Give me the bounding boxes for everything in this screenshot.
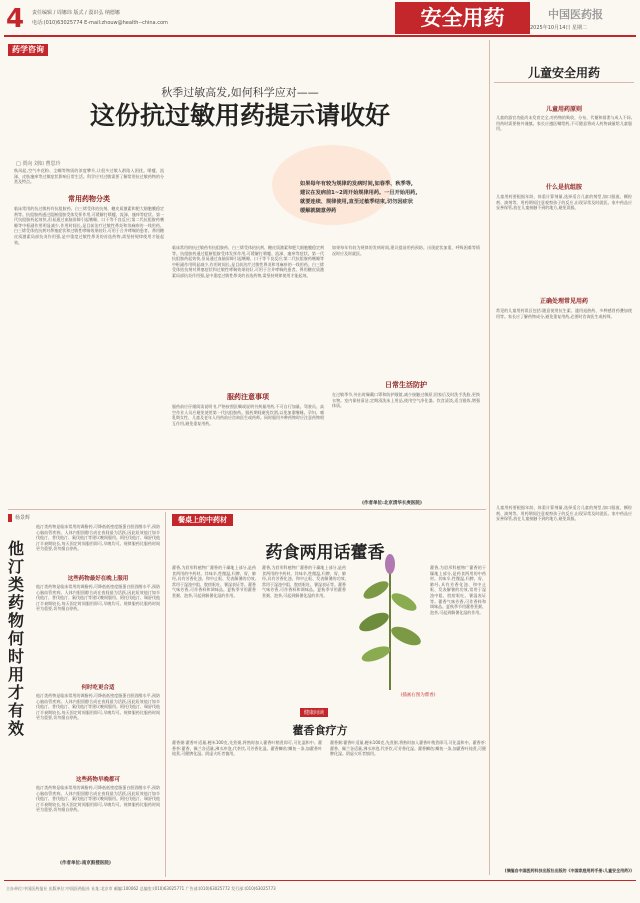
- recipe-title: 藿香食疗方: [292, 724, 348, 737]
- issue-date: 2025年10月14日 星期二: [530, 25, 588, 31]
- advance-dosing-text: 如果每年有较为规律的发病时间,建议提前用药预防。出现症状加重、呼吸困难等情况时应及时就医。: [332, 245, 480, 256]
- right-sub3: 正确处理常见用药: [539, 298, 588, 305]
- footer-info: 主办单位:中国医药报社 出版单位:中国医药报社 社址:北京市 邮编:100062 总编室:(010)63025771 广告部:(010)63025772 发行部:(010)63025773: [6, 886, 276, 891]
- right-column-title: 儿童安全用药: [527, 66, 600, 80]
- recipe-label: 健康间读: [300, 708, 328, 717]
- byline: □ 贾向 刘如 曹思玲: [16, 161, 61, 167]
- right-sub2: 什么是抗组胺: [545, 184, 582, 191]
- section-title: 安全用药: [420, 6, 505, 30]
- section-divider: [8, 509, 486, 510]
- statin-intro: 他汀类药物是临床常用的调脂药,可降低低密度脂蛋白胆固醇水平,预防心脑血管疾病。人体内胆固醇合成在夜间最为活跃,因此短效他汀如辛伐他汀、普伐他汀、氟伐他汀等建议晚间服用。阿托伐他汀、瑞舒伐他汀半衰期较长,每天固定时间服用即可,早晚均可。规律服药比服药时间更为重要,切勿擅自停药。: [36, 524, 160, 552]
- right-author: (摘编自中国医药科技出版社出版的《中国家庭用药手册:儿童安全用药》): [504, 868, 632, 873]
- right-text-2: 儿童用药要根据年龄、体重计算剂量,选择适合儿童的剂型,如口服液、颗粒剂、滴剂等。用药期间注意观察孩子的反应,出现异常及时就医。家中药品应妥善保管,放在儿童接触不到的地方,避免误服。: [496, 194, 632, 211]
- main-title: 这份抗过敏用药提示请收好: [89, 101, 390, 130]
- statin-sub1: 这些药物最好在晚上服用: [67, 576, 129, 582]
- statin-author: (作者单位:南京鼓楼医院): [60, 861, 111, 866]
- recipe-text-1: 藿香粥:藿香叶适量,粳米100克,先煮粥,将熟时加入藿香叶稍煮即可,可化湿和中。藿香茶:藿香、佩兰各适量,沸水冲泡,代茶饮,可芳香化湿。藿香鲫鱼:鲫鱼一条,加藿香叶炖煮,可健脾化湿。阴虚火旺者慎用。: [172, 740, 322, 757]
- right-divider: [489, 40, 490, 875]
- phone-line: 电话:(010)63025774 E-mail:zhouw@health--china.com: [32, 20, 168, 26]
- vertical-divider: [165, 512, 166, 877]
- right-sub1: 儿童用药原则: [545, 106, 582, 113]
- statin-text-3: 他汀类药物是临床常用的调脂药,可降低低密度脂蛋白胆固醇水平,预防心脑血管疾病。人体内胆固醇合成在夜间最为活跃,因此短效他汀如辛伐他汀、普伐他汀、氟伐他汀等建议晚间服用。阿托伐他汀、瑞舒伐他汀半衰期较长,每天固定时间服用即可,早晚均可。规律服药比服药时间更为重要,切勿擅自停药。: [36, 785, 160, 813]
- statin-sub2: 何时吃更合适: [81, 685, 115, 691]
- right-text-3: 常见的儿童用药误区包括:随意使用抗生素、滥用退热药、多种感冒药叠加使用等。家长应了解药物成分,避免重复用药,必要时咨询医生或药师。: [496, 308, 632, 319]
- statin-author-tag: 杨景辉: [15, 515, 31, 521]
- sub-common-drugs: 常用药物分类: [68, 195, 110, 203]
- herb-text-2: 藿香,为唇形科植物广藿香的干燥地上部分,是药食两用的中药材。其味辛,性微温,归脾、胃、肺经,具有芳香化浊、和中止呕、发表解暑的功效,常用于湿浊中阻、脘痞呕吐、暑湿表证等。藿香气味芳香,可作香料和调味品。夏秋季节用藿香煮粥、泡茶,可起到解暑化湿的作用。: [262, 565, 346, 598]
- footer-rule: [4, 880, 636, 881]
- main-kicker: 秋季过敏高发,如何科学应对——: [161, 86, 319, 99]
- page-number: 4: [6, 4, 25, 34]
- pull-quote: 如果每年有较为规律的发病时间,如春季、秋季等,建议在发病前1~2周开始规律用药。一旦开始用药,就要连续、规律使用,直至过敏季结束,切勿因症状缓解就随意停药: [300, 181, 418, 214]
- intro-text: 秋风起,空气中花粉、尘螨等物质的浓度攀升,让很多过敏人群陷入困扰。喷嚏、流涕、皮肤瘙痒等过敏症状影响日常生活。科学应对过敏需要了解常用抗过敏药物的分类及特点。: [14, 168, 164, 185]
- right-title-rule: [494, 82, 634, 83]
- herb-text-3: 藿香,为唇形科植物广藿香的干燥地上部分,是药食两用的中药材。其味辛,性微温,归脾、胃、肺经,具有芳香化浊、和中止呕、发表解暑的功效,常用于湿浊中阻、脘痞呕吐、暑湿表证等。藿香气味芳香,可作香料和调味品。夏秋季节用藿香煮粥、泡茶,可起到解暑化湿的作用。: [430, 565, 486, 615]
- herb-text-1: 藿香,为唇形科植物广藿香的干燥地上部分,是药食两用的中药材。其味辛,性微温,归脾、胃、肺经,具有芳香化浊、和中止呕、发表解暑的功效,常用于湿浊中阻、脘痞呕吐、暑湿表证等。藿香气味芳香,可作香料和调味品。夏秋季节用藿香煮粥、泡茶,可起到解暑化湿的作用。: [172, 565, 256, 598]
- right-text-1: 儿童的器官功能尚未发育完全,对药物的吸收、分布、代谢和排泄与成人不同,用药时需要格外谨慎。家长应遵医嘱给药,不可随意将成人药物减量给儿童服用。: [496, 115, 632, 132]
- drug-classes-text: 临床常用的抗过敏药有抗组胺药、白三烯受体拮抗剂、糖皮质激素和肥大细胞膜稳定剂等。抗组胺药通过阻断组胺受体发挥作用,可缓解打喷嚏、流涕、瘙痒等症状。第一代抗组胺药起效快,但易通过血脑屏障引起嗜睡、口干等不良反应;第二代抗组胺药嗜睡等中枢副作用明显减少,作用时间长,是目前治疗过敏性鼻炎和荨麻疹的一线用药。白三烯受体拮抗剂对鼻塞症状和过敏性哮喘效果较好,可用于合并哮喘的患者。鼻用糖皮质激素局部抗炎作用强,是中重度过敏性鼻炎的首选药物,需坚持规律使用才能起效。: [14, 206, 164, 245]
- editors-line: 责任编辑 / 周娜玮 版式 / 漠识弘 纳德娜: [32, 10, 120, 16]
- right-text-4: 儿童用药要根据年龄、体重计算剂量,选择适合儿童的剂型,如口服液、颗粒剂、滴剂等。用药期间注意观察孩子的反应,出现异常及时就医。家中药品应妥善保管,放在儿童接触不到的地方,避免误服。: [496, 505, 632, 522]
- statin-sub3: 这些药物早晚都可: [75, 777, 120, 783]
- precautions-text: 服药前应仔细阅读说明书,严格按照医嘱或说明书剂量用药,不可自行加量。驾驶员、高空作业人员应避免使用第一代抗组胺药。服药期间避免饮酒,以免加重嗜睡。孕妇、哺乳期女性、儿童及老年人用药前应咨询医生或药师。同时服用多种药物时应注意药物相互作用,避免重复用药。: [172, 404, 324, 426]
- herb-section-label: 餐桌上的中药材: [172, 514, 233, 526]
- recipe-text-2: 藿香粥:藿香叶适量,粳米100克,先煮粥,将熟时加入藿香叶稍煮即可,可化湿和中。藿香茶:藿香、佩兰各适量,沸水冲泡,代茶饮,可芳香化湿。藿香鲫鱼:鲫鱼一条,加藿香叶炖煮,可健脾化湿。阴虚火旺者慎用。: [330, 740, 486, 757]
- column-tag: 药学咨询: [8, 44, 48, 56]
- statin-title: 他汀类药物何时用才有效: [8, 539, 25, 738]
- protection-text: 在过敏季节,外出时佩戴口罩和防护眼镜,减少接触过敏原;回家后及时洗手洗脸,更换衣物。室内保持清洁,定期清洗床上用品,使用空气净化器。饮食清淡,适当锻炼,增强体质。: [332, 392, 480, 409]
- drug-classes-text-cont: 临床常用的抗过敏药有抗组胺药、白三烯受体拮抗剂、糖皮质激素和肥大细胞膜稳定剂等。抗组胺药通过阻断组胺受体发挥作用,可缓解打喷嚏、流涕、瘙痒等症状。第一代抗组胺药起效快,但易通过血脑屏障引起嗜睡、口干等不良反应;第二代抗组胺药嗜睡等中枢副作用明显减少,作用时间长,是目前治疗过敏性鼻炎和荨麻疹的一线用药。白三烯受体拮抗剂对鼻塞症状和过敏性哮喘效果较好,可用于合并哮喘的患者。鼻用糖皮质激素局部抗炎作用强,是中重度过敏性鼻炎的首选药物,需坚持规律使用才能起效。: [172, 245, 324, 278]
- sub-precautions: 服药注意事项: [227, 393, 269, 401]
- main-author: (作者单位:北京清华长庚医院): [362, 501, 422, 506]
- statin-text-1: 他汀类药物是临床常用的调脂药,可降低低密度脂蛋白胆固醇水平,预防心脑血管疾病。人体内胆固醇合成在夜间最为活跃,因此短效他汀如辛伐他汀、普伐他汀、氟伐他汀等建议晚间服用。阿托伐他汀、瑞舒伐他汀半衰期较长,每天固定时间服用即可,早晚均可。规律服药比服药时间更为重要,切勿擅自停药。: [36, 584, 160, 612]
- header-rule: [4, 35, 636, 37]
- herb-title: 药食两用话藿香: [265, 543, 385, 563]
- sub-daily-protection: 日常生活防护: [385, 381, 427, 389]
- herb-illustration: [350, 550, 430, 690]
- statin-text-2: 他汀类药物是临床常用的调脂药,可降低低密度脂蛋白胆固醇水平,预防心脑血管疾病。人体内胆固醇合成在夜间最为活跃,因此短效他汀如辛伐他汀、普伐他汀、氟伐他汀等建议晚间服用。阿托伐他汀、瑞舒伐他汀半衰期较长,每天固定时间服用即可,早晚均可。规律服药比服药时间更为重要,切勿擅自停药。: [36, 693, 160, 721]
- masthead-logo: 中国医药报: [548, 8, 603, 21]
- statin-tag-bar: [8, 514, 12, 522]
- herb-caption: (插画右图为藿香): [400, 693, 436, 698]
